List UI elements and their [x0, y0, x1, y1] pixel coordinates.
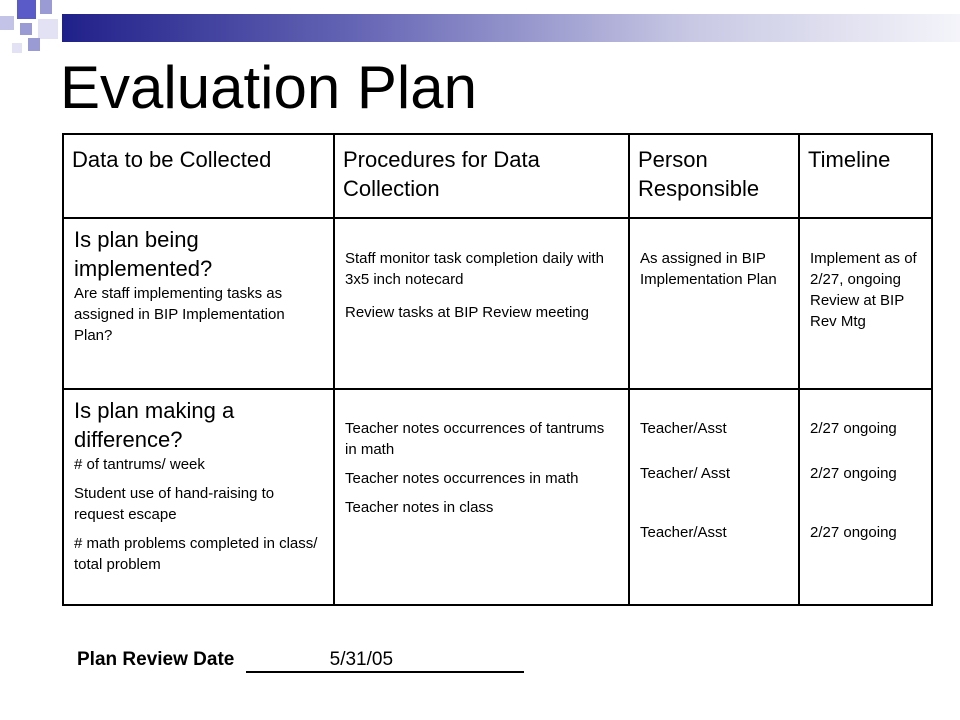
procedure-item: Teacher notes occurrences in math — [345, 470, 579, 487]
table-header-cell: Procedures for Data Collection — [334, 134, 629, 218]
decorative-square — [20, 23, 32, 35]
table-row — [63, 218, 932, 389]
person-cell — [629, 389, 799, 605]
person-cell — [629, 218, 799, 389]
table-header-cell: Person Responsible — [629, 134, 799, 218]
procedures-cell — [334, 389, 629, 605]
person-item: As assigned in BIP Implementation Plan — [640, 250, 777, 288]
table-header-cell: Data to be Collected — [63, 134, 334, 218]
timeline-item: 2/27 ongoing — [810, 524, 897, 541]
procedure-item: Review tasks at BIP Review meeting — [345, 304, 589, 321]
person-item: Teacher/Asst — [640, 420, 727, 437]
row-detail: # of tantrums/ week — [74, 456, 205, 473]
row-question: Is plan making a difference? — [74, 398, 235, 452]
person-item: Teacher/Asst — [640, 524, 727, 541]
timeline-item: Implement as of 2/27, ongoing Review at BIP Rev Mtg — [810, 250, 917, 330]
table-row — [63, 389, 932, 605]
procedures-cell — [334, 218, 629, 389]
slide-title: Evaluation Plan — [60, 54, 477, 121]
evaluation-plan-table — [62, 133, 933, 606]
timeline-cell — [799, 389, 932, 605]
row-detail: # math problems completed in class/ total problem — [74, 535, 318, 573]
title-gradient-bar — [62, 14, 960, 42]
timeline-cell — [799, 218, 932, 389]
timeline-item: 2/27 ongoing — [810, 420, 897, 437]
decorative-square — [38, 19, 58, 39]
table-header-cell: Timeline — [799, 134, 932, 218]
person-item: Teacher/ Asst — [640, 465, 731, 482]
data-collected-cell — [63, 389, 334, 605]
procedure-item: Teacher notes occurrences of tantrums in math — [345, 420, 605, 458]
plan-review-date — [77, 649, 524, 673]
procedure-item: Staff monitor task completion daily with 3x5 inch notecard — [345, 250, 605, 288]
decorative-square — [12, 43, 22, 53]
row-detail: Are staff implementing tasks as assigned in BIP Implementation Plan? — [74, 285, 285, 344]
row-question: Is plan being implemented? — [74, 227, 213, 281]
plan-review-date-label: Plan Review Date — [77, 649, 235, 670]
timeline-item: 2/27 ongoing — [810, 465, 897, 482]
decorative-square — [28, 38, 40, 51]
table-header-row — [63, 134, 932, 218]
data-collected-cell — [63, 218, 334, 389]
decorative-square — [17, 0, 36, 19]
decorative-square — [40, 0, 52, 14]
plan-review-date-value: 5/31/05 — [246, 649, 524, 673]
row-detail: Student use of hand-raising to request escape — [74, 485, 275, 523]
procedure-item: Teacher notes in class — [345, 499, 494, 516]
decorative-square — [0, 16, 14, 30]
